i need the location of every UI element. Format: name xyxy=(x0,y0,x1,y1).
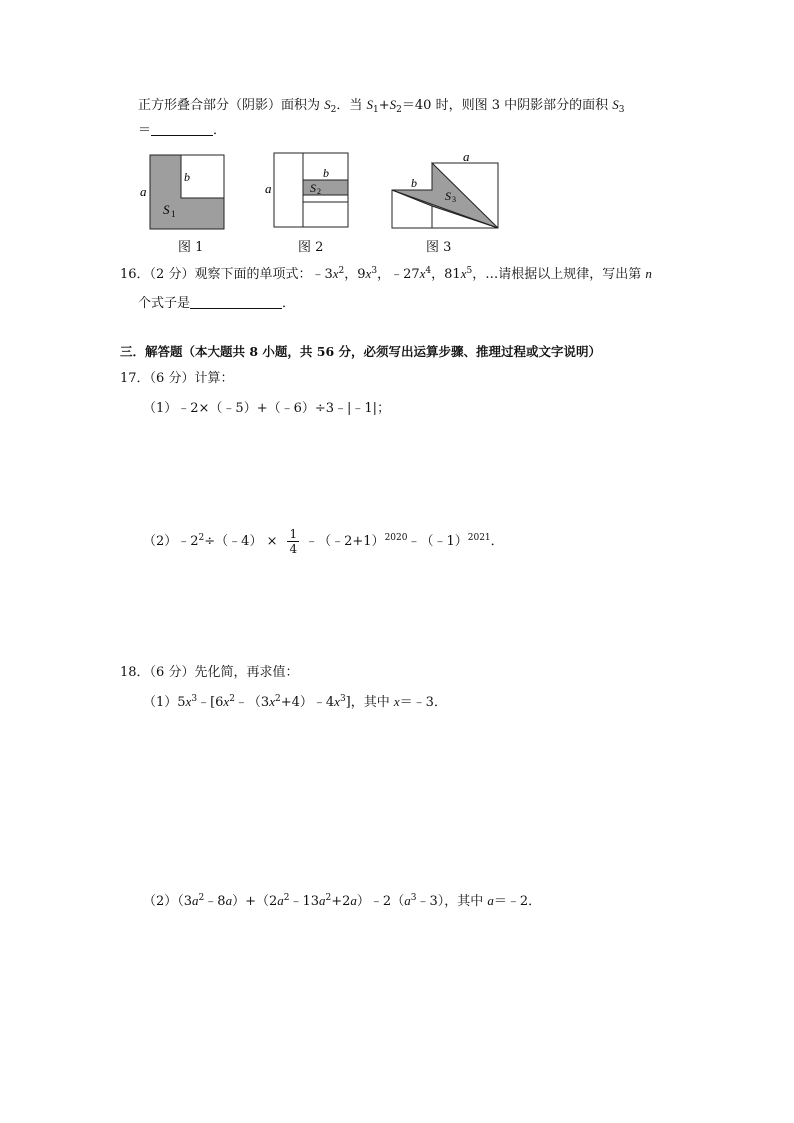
q18-part2 xyxy=(143,892,541,911)
q15-var-S: S xyxy=(324,97,331,112)
q18-text: ＝﹣2． xyxy=(493,894,542,909)
q15-period: ． xyxy=(213,123,227,138)
q18-text: ﹣[6 xyxy=(197,695,224,710)
q16-sep: ， xyxy=(431,267,445,282)
fig2-label-sub: 2 xyxy=(317,187,321,196)
q15-line2 xyxy=(138,122,226,140)
q18-exp: 3 xyxy=(339,694,346,704)
q18-text: ﹣3），其中 xyxy=(416,894,488,909)
q17-p2-exp: 2020 xyxy=(384,533,408,543)
q17-header: 17．（6 分）计算： xyxy=(120,371,234,386)
q15-sub: 1 xyxy=(373,105,379,115)
figure-1 xyxy=(140,155,224,229)
q16-term-coef: ﹣27 xyxy=(390,267,420,282)
q18-part1 xyxy=(143,693,447,712)
q18-var-a: a xyxy=(350,893,357,908)
fig1-caption: 图 1 xyxy=(178,240,204,255)
fig3-caption: 图 3 xyxy=(426,240,452,255)
q16-term-var: x xyxy=(419,266,426,281)
fraction-denominator: 4 xyxy=(289,542,298,556)
q17-part2 xyxy=(143,522,504,562)
q18-exp: 2 xyxy=(198,893,205,903)
q16-term-exp: 3 xyxy=(371,266,378,276)
section-3-title: 三．解答题（本大题共 8 小题，共 56 分，必须写出运算步骤、推理过程或文字说明） xyxy=(120,344,602,359)
q17-part1: （1）﹣2×（﹣5）+（﹣6）÷3﹣|﹣1|； xyxy=(143,401,391,416)
q16-term-var: x xyxy=(365,266,372,281)
q16-sep: ， xyxy=(377,267,391,282)
fraction xyxy=(287,527,299,556)
q18-exp: 2 xyxy=(274,694,281,704)
q18-text: ﹣8 xyxy=(204,894,226,909)
q18-var-x: x xyxy=(185,694,192,709)
q18-exp: 2 xyxy=(283,893,290,903)
fig3-label-sub: 3 xyxy=(452,195,456,204)
q15-var-S: S xyxy=(612,97,619,112)
q17-p2-d: ﹣（﹣1） xyxy=(407,534,468,549)
q15-equals: ＝ xyxy=(138,123,152,138)
q16-line2 xyxy=(138,295,295,313)
q17-p2-c: ﹣（﹣2+1） xyxy=(305,534,385,549)
q18-text: ]，其中 xyxy=(345,695,394,710)
figure-3 xyxy=(392,150,498,228)
q15-sub: 2 xyxy=(330,105,337,115)
fig1-label-b: b xyxy=(184,170,190,184)
q17-p2-exp: 2 xyxy=(198,533,205,543)
q16-term-var: x xyxy=(332,266,339,281)
fig3-label-S: S xyxy=(445,189,451,203)
q16-var-n: n xyxy=(645,266,652,281)
q16-term-exp: 2 xyxy=(338,266,345,276)
q15-var-S: S xyxy=(366,97,374,112)
q15-text-b: ．当 xyxy=(336,98,367,113)
q16-term-exp: 5 xyxy=(466,266,473,276)
q16-term-exp: 4 xyxy=(425,266,432,276)
q18-text: ）+（2 xyxy=(232,894,278,909)
q17-p2-a: （2）﹣2 xyxy=(143,534,199,549)
q16-term-coef: 81 xyxy=(444,267,461,282)
q18-var-a: a xyxy=(225,893,233,908)
fig1-label-a: a xyxy=(140,184,147,199)
q15-line1 xyxy=(138,96,624,115)
fig3-label-b: b xyxy=(411,176,417,190)
q18-var-x: x xyxy=(269,694,275,709)
q15-text-c: ＝40 时，则图 3 中阴影部分的面积 xyxy=(401,98,613,113)
fraction-numerator: 1 xyxy=(289,527,298,541)
q16-term-var: x xyxy=(460,266,467,281)
q15-sub: 3 xyxy=(618,105,625,115)
q16-sep: ， xyxy=(344,267,358,282)
q15-var-S: S xyxy=(389,97,397,112)
q18-var-a: a xyxy=(404,893,411,908)
q16-term-coef: 9 xyxy=(357,267,366,282)
q16-sep: ， xyxy=(472,267,486,282)
q18-var-a: a xyxy=(277,893,284,908)
q16-term-coef: ﹣3 xyxy=(311,267,333,282)
q16-period: ． xyxy=(282,296,296,311)
fig3-label-a: a xyxy=(463,150,470,164)
q15-plus: + xyxy=(378,98,390,113)
q18-var-x: x xyxy=(223,694,230,709)
q16-line2-text: 个式子是 xyxy=(138,296,191,311)
q15-text-a: 正方形叠合部分（阴影）面积为 xyxy=(138,98,325,113)
q18-exp: 2 xyxy=(229,694,235,704)
q18-var-x: x xyxy=(393,694,400,709)
q18-text: （2）（3 xyxy=(143,894,193,909)
q16-line1 xyxy=(120,265,652,284)
fig2-label-a: a xyxy=(265,181,272,196)
q16-suffix: …请根据以上规律，写出第 xyxy=(485,267,646,282)
q18-var-x: x xyxy=(334,694,340,709)
fig1-label-S: S xyxy=(163,202,170,217)
q18-exp: 2 xyxy=(325,893,332,903)
q17-p2-exp: 2021 xyxy=(467,533,491,543)
q18-exp: 3 xyxy=(410,893,417,903)
q18-text: ＝﹣3． xyxy=(399,695,447,710)
q18-text: ﹣13 xyxy=(289,894,320,909)
q18-var-a: a xyxy=(192,893,199,908)
q18-exp: 3 xyxy=(191,694,198,704)
fig2-label-S: S xyxy=(310,181,316,195)
answer-blank[interactable] xyxy=(190,296,282,309)
q18-text: （1）5 xyxy=(143,695,186,710)
q18-var-a: a xyxy=(487,893,494,908)
fig1-label-sub: 1 xyxy=(171,209,176,219)
fig2-label-b: b xyxy=(323,166,329,180)
q16-prefix: 16．（2 分）观察下面的单项式： xyxy=(120,267,312,282)
q18-text: +4）﹣4 xyxy=(280,695,335,710)
q17-p2-b: ÷（﹣4） × xyxy=(204,534,278,549)
q18-text: +2 xyxy=(331,894,351,909)
q18-header: 18．（6 分）先化简，再求值： xyxy=(120,665,299,680)
q15-sub: 2 xyxy=(396,105,402,115)
q18-var-a: a xyxy=(319,893,326,908)
answer-blank[interactable] xyxy=(151,123,213,136)
q17-p2-end: ． xyxy=(490,534,504,549)
q18-text: ）﹣2（ xyxy=(356,894,405,909)
figure-2 xyxy=(265,153,348,227)
q18-text: ﹣（3 xyxy=(234,695,270,710)
fig2-caption: 图 2 xyxy=(298,240,324,255)
q15-figures xyxy=(135,150,505,234)
